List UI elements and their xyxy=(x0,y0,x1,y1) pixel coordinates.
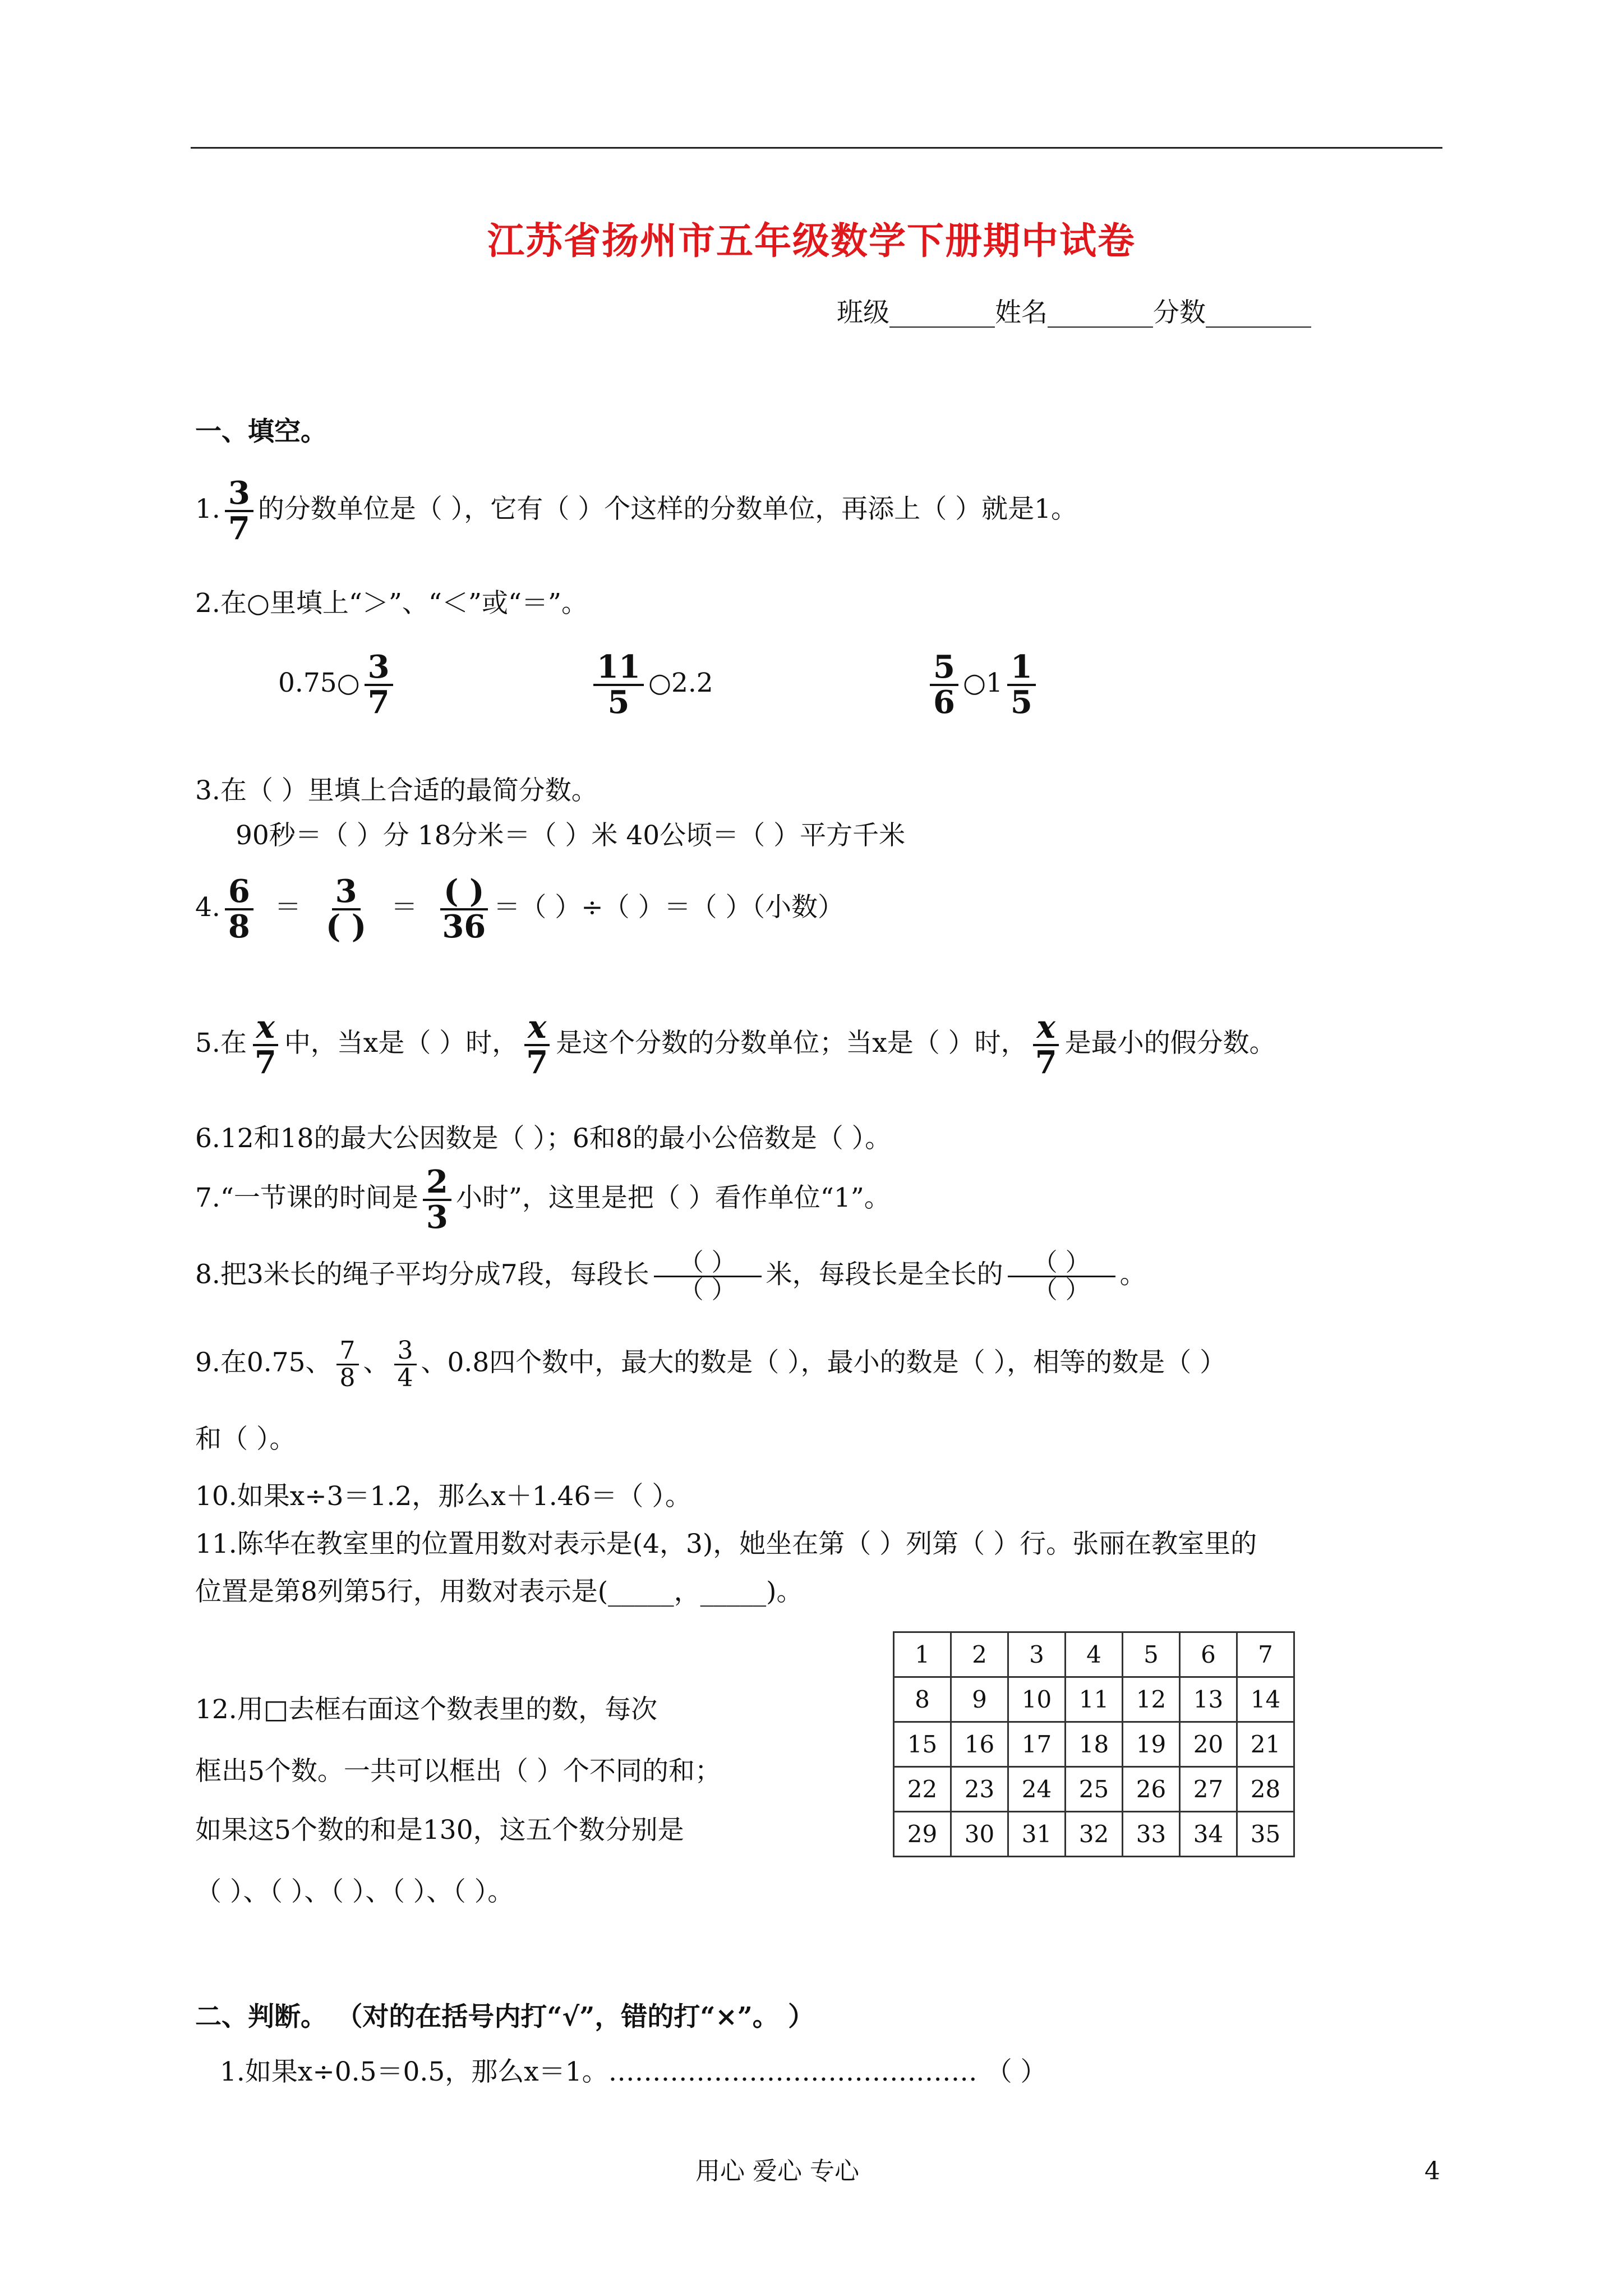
grid-cell: 30 xyxy=(951,1812,1008,1857)
q4-f3-num: ( ) xyxy=(440,875,488,910)
grid-cell: 1 xyxy=(894,1632,951,1677)
q7-den: 3 xyxy=(426,1198,448,1236)
question-3: 3.在（ ）里填上合适的最简分数。 xyxy=(195,775,598,806)
question-1 xyxy=(195,477,1077,545)
q2-b-den: 5 xyxy=(607,683,630,721)
q8-b1-den: （ ） xyxy=(679,1276,736,1305)
student-info-line: 班级________姓名________分数________ xyxy=(837,297,1311,328)
grid-cell: 34 xyxy=(1180,1812,1237,1857)
q1-frac-den: 7 xyxy=(228,509,250,547)
grid-cell: 15 xyxy=(894,1722,951,1767)
grid-row xyxy=(894,1632,1294,1677)
question-2: 2.在○里填上“＞”、“＜”或“＝”。 xyxy=(195,588,588,619)
q9-f2-den: 4 xyxy=(397,1364,413,1393)
q1-frac-num: 3 xyxy=(225,477,253,512)
q2-c-den: 6 xyxy=(933,683,955,721)
grid-cell: 9 xyxy=(951,1677,1008,1722)
q5-f2-den: 7 xyxy=(526,1043,548,1081)
q7-fraction xyxy=(423,1163,451,1236)
grid-cell: 32 xyxy=(1066,1812,1123,1857)
question-12-line-3: 如果这5个数的和是130，这五个数分别是 xyxy=(195,1815,684,1846)
grid-cell: 17 xyxy=(1008,1722,1066,1767)
q2-b-num: 11 xyxy=(593,651,644,686)
question-12-line-1: 12.用□去框右面这个数表里的数，每次 xyxy=(195,1694,658,1725)
grid-cell: 14 xyxy=(1237,1677,1294,1722)
q5-text-1: 5.在 xyxy=(195,1027,247,1059)
question-8 xyxy=(195,1250,1146,1303)
q9-fraction-2 xyxy=(394,1338,417,1391)
q8-b2-den: （ ） xyxy=(1032,1276,1090,1305)
section-fill-blank-heading: 一、填空。 xyxy=(195,416,327,447)
grid-cell: 25 xyxy=(1066,1767,1123,1812)
q4-equals-2: ＝ xyxy=(391,891,418,923)
question-9 xyxy=(195,1338,1226,1391)
q5-f3-num: x xyxy=(1033,1011,1058,1046)
question-11-line-1: 11.陈华在教室里的位置用数对表示是(4，3)，她坐在第（ ）列第（ ）行。张丽在教室里的 xyxy=(195,1529,1257,1559)
grid-cell: 21 xyxy=(1237,1722,1294,1767)
q5-f1-num: x xyxy=(253,1011,278,1046)
section-judgement-heading: 二、判断。 （对的在括号内打“√”，错的打“×”。 ） xyxy=(195,2001,815,2032)
q8-text-1: 8.把3米长的绳子平均分成7段，每段长 xyxy=(195,1259,649,1290)
q9-sep: 、 xyxy=(363,1347,390,1378)
q9-text-2: 、0.8四个数中，最大的数是（ ），最小的数是（ ），相等的数是（ ） xyxy=(421,1347,1227,1378)
q7-text-1: 7.“一节课的时间是 xyxy=(195,1182,418,1213)
q5-fraction-1 xyxy=(251,1011,280,1079)
page-number: 4 xyxy=(1424,2157,1440,2185)
q5-text-4: 是最小的假分数。 xyxy=(1064,1027,1276,1059)
question-4 xyxy=(195,875,844,944)
q5-f1-den: 7 xyxy=(254,1043,276,1081)
q2-a-fraction xyxy=(365,648,393,721)
grid-cell: 35 xyxy=(1237,1812,1294,1857)
grid-cell: 6 xyxy=(1180,1632,1237,1677)
grid-cell: 22 xyxy=(894,1767,951,1812)
q5-text-2: 中，当x是（ ）时， xyxy=(284,1027,519,1059)
q2-c-text: ○1 xyxy=(962,667,1003,698)
q2-compare-b xyxy=(589,648,713,721)
grid-cell: 18 xyxy=(1066,1722,1123,1767)
grid-cell: 3 xyxy=(1008,1632,1066,1677)
q5-f2-num: x xyxy=(524,1011,550,1046)
q2-c-den-2: 5 xyxy=(1010,683,1032,721)
header-rule xyxy=(191,147,1442,149)
number-grid xyxy=(893,1631,1295,1857)
q9-line-2: 和（ ）。 xyxy=(195,1424,296,1455)
q4-f1-num: 6 xyxy=(225,875,253,910)
question-12-line-2: 框出5个数。一共可以框出（ ）个不同的和； xyxy=(195,1756,721,1787)
q4-rest: ＝（ ）÷（ ）＝（ ）（小数） xyxy=(494,891,844,923)
grid-cell: 2 xyxy=(951,1632,1008,1677)
grid-cell: 19 xyxy=(1123,1722,1180,1767)
q1-fraction xyxy=(225,477,253,545)
q5-f3-den: 7 xyxy=(1035,1043,1057,1081)
grid-cell: 10 xyxy=(1008,1677,1066,1722)
grid-cell: 11 xyxy=(1066,1677,1123,1722)
q8-b1-num: （ ） xyxy=(654,1250,762,1277)
grid-row xyxy=(894,1812,1294,1857)
q2-c-fraction xyxy=(930,648,958,721)
grid-cell: 5 xyxy=(1123,1632,1180,1677)
grid-cell: 13 xyxy=(1180,1677,1237,1722)
q7-text-2: 小时”，这里是把（ ）看作单位“1”。 xyxy=(455,1182,891,1213)
q5-fraction-3 xyxy=(1032,1011,1061,1079)
grid-cell: 29 xyxy=(894,1812,951,1857)
q2-c-num: 5 xyxy=(930,651,958,686)
grid-cell: 23 xyxy=(951,1767,1008,1812)
q4-fraction-3 xyxy=(439,875,489,944)
question-10: 10.如果x÷3＝1.2，那么x＋1.46＝（ ）。 xyxy=(195,1481,691,1512)
q1-text: 的分数单位是（ ），它有（ ）个这样的分数单位，再添上（ ）就是1。 xyxy=(257,493,1078,524)
q2-c-fraction-2 xyxy=(1007,648,1036,721)
grid-cell: 8 xyxy=(894,1677,951,1722)
q4-f2-num: 3 xyxy=(332,875,361,910)
q9-text-1: 9.在0.75、 xyxy=(195,1347,332,1378)
q8-text-3: 。 xyxy=(1119,1259,1146,1290)
q2-compare-c xyxy=(925,648,1040,721)
q3-conversions: 90秒＝（ ）分 18分米＝（ ）米 40公顷＝（ ）平方千米 xyxy=(236,820,906,851)
q8-text-2: 米，每段长是全长的 xyxy=(766,1259,1003,1290)
grid-cell: 20 xyxy=(1180,1722,1237,1767)
q2-compare-a xyxy=(278,648,398,721)
grid-cell: 24 xyxy=(1008,1767,1066,1812)
q4-f1-den: 8 xyxy=(228,908,250,945)
q2-b-fraction xyxy=(593,648,644,721)
q5-fraction-2 xyxy=(523,1011,551,1079)
grid-cell: 12 xyxy=(1123,1677,1180,1722)
q8-blank-fraction-1 xyxy=(654,1250,762,1303)
q8-b2-num: （ ） xyxy=(1008,1250,1115,1277)
q2-b-text: ○2.2 xyxy=(648,667,713,698)
judge-question-1: 1.如果x÷0.5＝0.5，那么x＝1。…………………………………… （ ） xyxy=(220,2056,1047,2087)
q7-num: 2 xyxy=(423,1166,451,1201)
grid-row xyxy=(894,1677,1294,1722)
grid-cell: 7 xyxy=(1237,1632,1294,1677)
q4-equals-1: ＝ xyxy=(274,891,301,923)
grid-cell: 31 xyxy=(1008,1812,1066,1857)
q4-f2-den: ( ) xyxy=(325,908,367,945)
q8-blank-fraction-2 xyxy=(1008,1250,1115,1303)
grid-row xyxy=(894,1722,1294,1767)
question-6: 6.12和18的最大公因数是（ ）；6和8的最小公倍数是（ ）。 xyxy=(195,1123,892,1154)
page-title: 江苏省扬州市五年级数学下册期中试卷 xyxy=(487,219,1136,263)
grid-cell: 26 xyxy=(1123,1767,1180,1812)
q2-a-text: 0.75○ xyxy=(278,667,360,698)
question-7 xyxy=(195,1163,891,1236)
grid-cell: 16 xyxy=(951,1722,1008,1767)
q4-fraction-1 xyxy=(225,875,253,944)
q4-fraction-2 xyxy=(322,875,370,944)
grid-cell: 28 xyxy=(1237,1767,1294,1812)
footer-motto: 用心 爱心 专心 xyxy=(695,2157,859,2185)
q4-f3-den: 36 xyxy=(442,908,486,945)
q9-f1-num: 7 xyxy=(336,1338,359,1365)
question-5 xyxy=(195,1011,1276,1079)
grid-cell: 27 xyxy=(1180,1767,1237,1812)
q2-a-num: 3 xyxy=(365,651,393,686)
q1-number: 1. xyxy=(195,493,220,524)
grid-cell: 4 xyxy=(1066,1632,1123,1677)
grid-row xyxy=(894,1767,1294,1812)
question-12-line-4: （ ）、（ ）、（ ）、（ ）、（ ）。 xyxy=(195,1876,514,1907)
q2-c-num-2: 1 xyxy=(1007,651,1036,686)
q5-text-3: 是这个分数的分数单位；当x是（ ）时， xyxy=(556,1027,1027,1059)
q9-f1-den: 8 xyxy=(339,1364,356,1393)
question-11-line-2: 位置是第8列第5行，用数对表示是(_____，_____)。 xyxy=(195,1576,803,1607)
q9-fraction-1 xyxy=(336,1338,359,1391)
grid-cell: 33 xyxy=(1123,1812,1180,1857)
q2-a-den: 7 xyxy=(367,683,390,721)
q9-f2-num: 3 xyxy=(394,1338,417,1365)
q4-number: 4. xyxy=(195,891,220,923)
